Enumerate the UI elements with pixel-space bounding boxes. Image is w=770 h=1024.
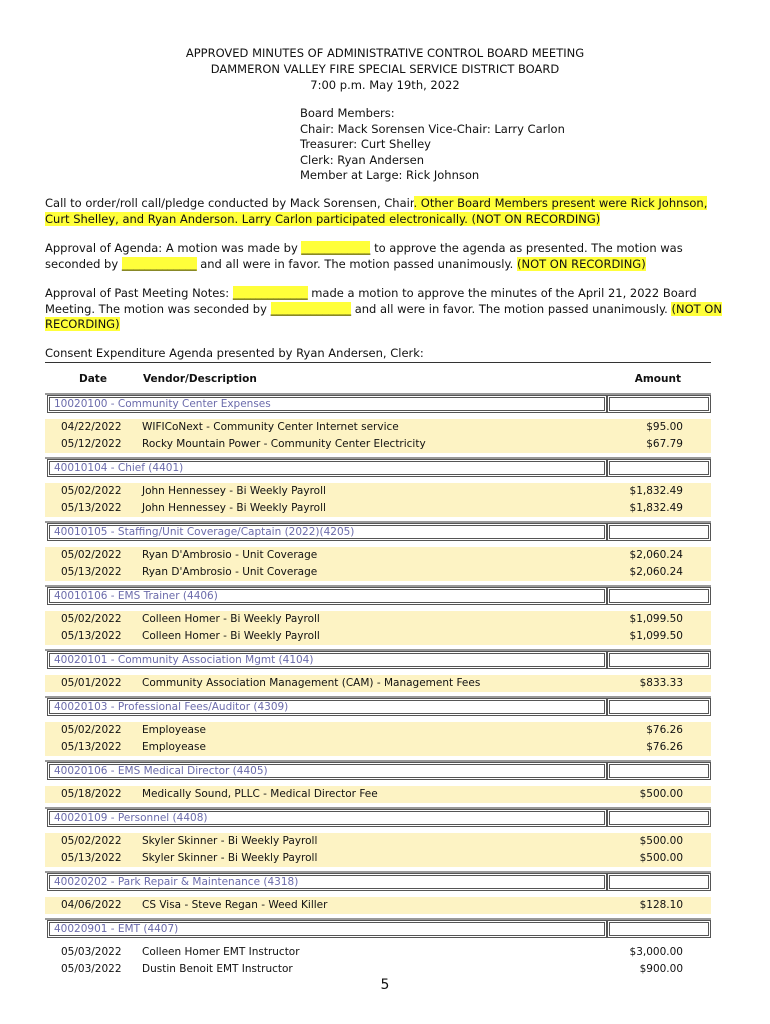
row-date: 05/13/2022 — [61, 630, 122, 642]
agenda-text-2: to approve the agenda as presented. The motion was seconded by — [45, 241, 683, 271]
agenda-blank-2: _____________ — [121, 256, 197, 271]
row-vendor: Skyler Skinner - Bi Weekly Payroll — [142, 852, 318, 864]
row-date: 05/18/2022 — [61, 788, 122, 800]
past-notes-highlight: (NOT ON RECORDING) — [45, 301, 722, 331]
row-date: 05/13/2022 — [61, 566, 122, 578]
column-header-vendor: Vendor/Description — [143, 373, 257, 385]
row-vendor: WIFICoNext - Community Center Internet service — [142, 421, 399, 433]
row-amount: $500.00 — [639, 835, 683, 847]
document-header — [0, 45, 770, 93]
row-vendor: Dustin Benoit EMT Instructor — [142, 963, 293, 975]
row-amount: $76.26 — [646, 724, 683, 736]
column-header-date: Date — [79, 373, 107, 385]
account-amount-cell — [607, 698, 711, 716]
table-row — [45, 483, 711, 500]
row-amount: $76.26 — [646, 741, 683, 753]
account-amount-cell — [607, 920, 711, 938]
row-highlight — [45, 547, 607, 564]
row-date: 05/02/2022 — [61, 835, 122, 847]
board-members-title: Board Members: — [300, 106, 395, 120]
row-date: 04/06/2022 — [61, 899, 122, 911]
row-amount: $500.00 — [639, 788, 683, 800]
call-to-order-text: Call to order/roll call/pledge conducted by Mack Sorensen, Chair — [45, 196, 414, 210]
expense-table — [45, 393, 711, 982]
row-amount: $1,099.50 — [629, 613, 683, 625]
table-row — [45, 500, 711, 517]
account-name: 40020103 - Professional Fees/Auditor (4309) — [47, 698, 607, 716]
account-amount-cell — [607, 873, 711, 891]
row-amount: $3,000.00 — [629, 946, 683, 958]
table-row — [45, 436, 711, 453]
board-chair: Chair: Mack Sorensen Vice-Chair: Larry Carlon — [300, 121, 565, 136]
agenda-text-1: Approval of Agenda: A motion was made by — [45, 241, 302, 255]
table-row — [45, 833, 711, 850]
row-highlight — [45, 722, 607, 739]
row-vendor: CS Visa - Steve Regan - Weed Killer — [142, 899, 328, 911]
row-vendor: Colleen Homer - Bi Weekly Payroll — [142, 630, 320, 642]
table-row — [45, 722, 711, 739]
table-row — [45, 850, 711, 867]
consent-agenda-title: Consent Expenditure Agenda presented by Ryan Andersen, Clerk: — [45, 346, 711, 363]
row-date: 05/02/2022 — [61, 549, 122, 561]
account-name: 10020100 - Community Center Expenses — [47, 395, 607, 413]
row-date: 05/13/2022 — [61, 502, 122, 514]
table-header — [45, 366, 711, 390]
account-header — [45, 585, 711, 607]
table-row — [45, 675, 711, 692]
row-highlight — [45, 611, 607, 628]
table-row — [45, 564, 711, 581]
row-amount: $67.79 — [646, 438, 683, 450]
row-highlight — [45, 564, 607, 581]
row-vendor: John Hennessey - Bi Weekly Payroll — [142, 485, 326, 497]
table-row — [45, 944, 711, 961]
row-vendor: Ryan D'Ambrosio - Unit Coverage — [142, 549, 318, 561]
row-date: 05/13/2022 — [61, 741, 122, 753]
row-date: 05/03/2022 — [61, 946, 122, 958]
row-amount: $1,832.49 — [629, 485, 683, 497]
row-amount: $833.33 — [639, 677, 683, 689]
row-highlight — [45, 850, 607, 867]
account-amount-cell — [607, 651, 711, 669]
row-vendor: Skyler Skinner - Bi Weekly Payroll — [142, 835, 318, 847]
table-row — [45, 628, 711, 645]
account-header — [45, 871, 711, 893]
row-date: 05/02/2022 — [61, 613, 122, 625]
table-row — [45, 419, 711, 436]
account-name: 40010105 - Staffing/Unit Coverage/Captain (2022)(4205) — [47, 523, 607, 541]
row-date: 05/13/2022 — [61, 852, 122, 864]
row-vendor: Colleen Homer EMT Instructor — [142, 946, 300, 958]
account-name: 40020106 - EMS Medical Director (4405) — [47, 762, 607, 780]
account-header — [45, 807, 711, 829]
page-number: 5 — [380, 977, 390, 993]
row-vendor: Employease — [142, 724, 206, 736]
row-vendor: John Hennessey - Bi Weekly Payroll — [142, 502, 326, 514]
row-amount: $128.10 — [639, 899, 683, 911]
row-date: 05/02/2022 — [61, 485, 122, 497]
past-notes-text-1: Approval of Past Meeting Notes: — [45, 286, 233, 300]
account-amount-cell — [607, 523, 711, 541]
call-to-order-highlight: . Other Board Members present were Rick Johnson, Curt Shelley, and Ryan Anderson. Larry Carlon participated electronically. (NOT ON RECORDING) — [45, 196, 708, 226]
account-amount-cell — [607, 587, 711, 605]
row-highlight — [45, 739, 607, 756]
column-header-amount: Amount — [634, 373, 681, 385]
account-amount-cell — [607, 762, 711, 780]
row-highlight — [45, 628, 607, 645]
account-name: 40020901 - EMT (4407) — [47, 920, 607, 938]
row-vendor: Community Association Management (CAM) - Management Fees — [142, 677, 481, 689]
row-date: 05/12/2022 — [61, 438, 122, 450]
row-highlight — [45, 483, 607, 500]
row-amount: $2,060.24 — [629, 549, 683, 561]
past-notes-blank-2: ______________ — [270, 301, 352, 316]
row-vendor: Colleen Homer - Bi Weekly Payroll — [142, 613, 320, 625]
board-members — [300, 106, 565, 184]
table-row — [45, 786, 711, 803]
account-amount-cell — [607, 395, 711, 413]
table-row — [45, 739, 711, 756]
row-date: 05/03/2022 — [61, 963, 122, 975]
board-treasurer: Treasurer: Curt Shelley — [300, 137, 431, 151]
account-header — [45, 918, 711, 940]
account-header — [45, 649, 711, 671]
row-date: 05/02/2022 — [61, 724, 122, 736]
agenda-paragraph — [45, 241, 725, 272]
board-at-large: Member at Large: Rick Johnson — [300, 168, 480, 182]
row-vendor: Employease — [142, 741, 206, 753]
past-notes-text-2: made a motion to approve the minutes of the April 21, 2022 Board Meeting. The motion was seconded by — [45, 286, 697, 316]
row-vendor: Medically Sound, PLLC - Medical Director Fee — [142, 788, 378, 800]
account-header — [45, 521, 711, 543]
account-header — [45, 393, 711, 415]
account-name: 40020101 - Community Association Mgmt (4104) — [47, 651, 607, 669]
row-date: 04/22/2022 — [61, 421, 122, 433]
account-name: 40020109 - Personnel (4408) — [47, 809, 607, 827]
header-title-line: APPROVED MINUTES OF ADMINISTRATIVE CONTROL BOARD MEETING — [185, 46, 585, 60]
board-clerk: Clerk: Ryan Andersen — [300, 152, 424, 167]
account-amount-cell — [607, 809, 711, 827]
table-row — [45, 897, 711, 914]
row-amount: $95.00 — [646, 421, 683, 433]
past-notes-text-3: and all were in favor. The motion passed unanimously. — [351, 301, 672, 316]
row-amount: $500.00 — [639, 852, 683, 864]
agenda-text-3: and all were in favor. The motion passed unanimously. — [196, 256, 517, 271]
account-name: 40010104 - Chief (4401) — [47, 459, 607, 477]
account-name: 40010106 - EMS Trainer (4406) — [47, 587, 607, 605]
table-row — [45, 961, 711, 978]
row-vendor: Rocky Mountain Power - Community Center Electricity — [142, 438, 426, 450]
row-amount: $2,060.24 — [629, 566, 683, 578]
account-header — [45, 457, 711, 479]
call-to-order-paragraph — [45, 196, 725, 227]
table-row — [45, 547, 711, 564]
row-amount: $1,832.49 — [629, 502, 683, 514]
row-amount: $900.00 — [639, 963, 683, 975]
past-notes-blank-1: _____________ — [232, 286, 308, 300]
row-date: 05/01/2022 — [61, 677, 122, 689]
account-header — [45, 696, 711, 718]
account-name: 40020202 - Park Repair & Maintenance (4318) — [47, 873, 607, 891]
agenda-highlight: (NOT ON RECORDING) — [516, 256, 646, 271]
agenda-blank-1: ____________ — [301, 241, 371, 255]
header-board-line: DAMMERON VALLEY FIRE SPECIAL SERVICE DISTRICT BOARD — [210, 62, 560, 76]
row-amount: $1,099.50 — [629, 630, 683, 642]
account-amount-cell — [607, 459, 711, 477]
past-notes-paragraph — [45, 286, 725, 333]
header-time-line: 7:00 p.m. May 19th, 2022 — [310, 78, 460, 92]
table-row — [45, 611, 711, 628]
account-header — [45, 760, 711, 782]
row-highlight — [45, 833, 607, 850]
row-highlight — [45, 500, 607, 517]
row-vendor: Ryan D'Ambrosio - Unit Coverage — [142, 566, 318, 578]
